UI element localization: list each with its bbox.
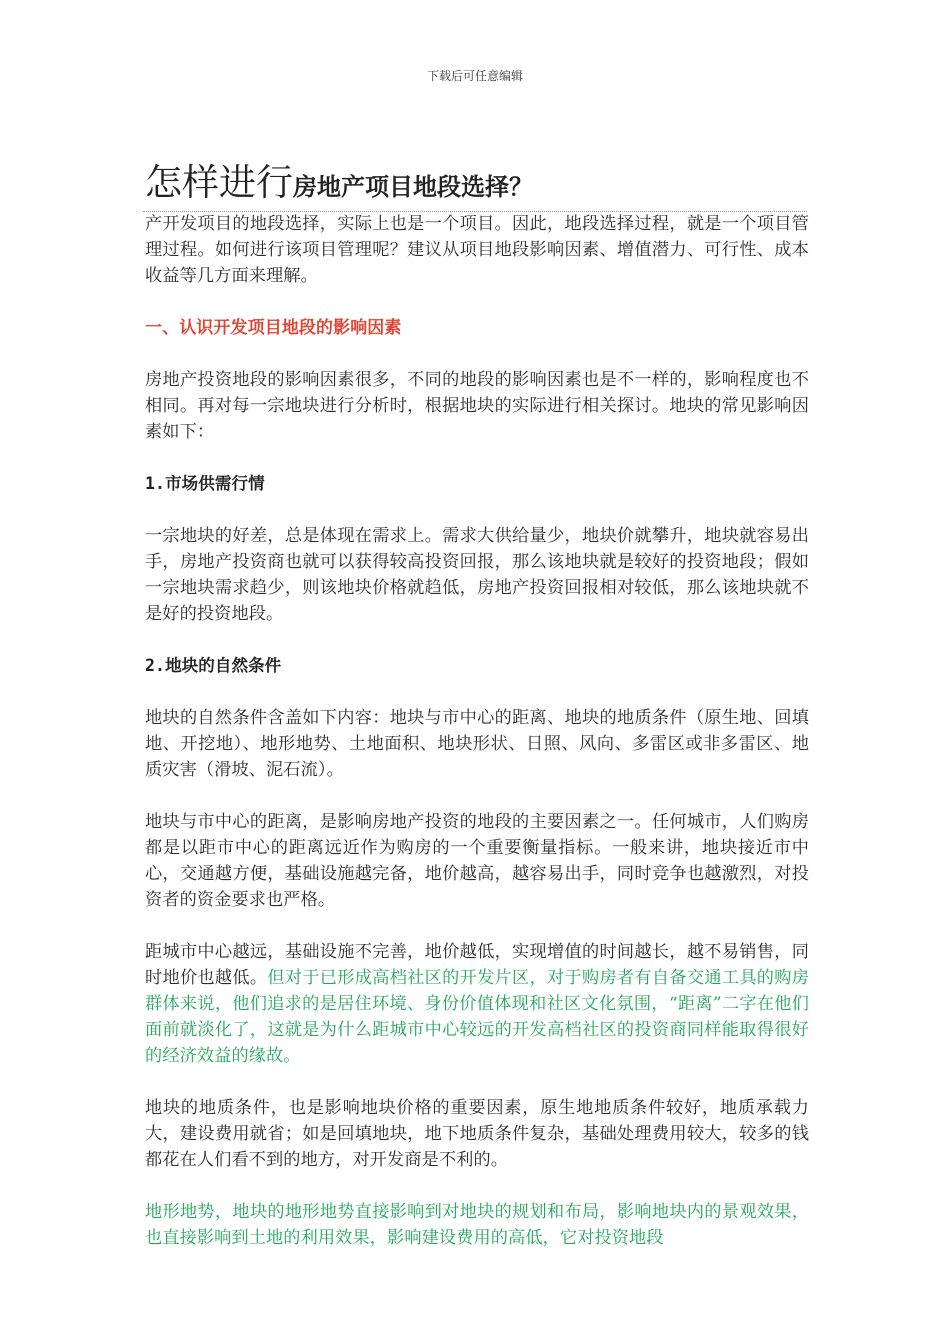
intro-paragraph: 产开发项目的地段选择，实际上也是一个项目。因此，地段选择过程，就是一个项目管理过程。如何进行该项目管理呢？建议从项目地段影响因素、增值潜力、可行性、成本收益等几方面来理解。 [145,214,809,286]
far-paragraph-highlight: 但对于已形成高档社区的开发片区，对于购房者有自备交通工具的购房群体来说，他们追求的是居住环境、身份价值体现和社区文化氛围，“距离”二字在他们面前就淡化了，这就是为什么距城市中心较远的开发高档社区的投资商同样能取得很好的经济效益的缘故。 [145,968,810,1066]
document-body [145,211,809,1277]
natural-paragraph: 地块的自然条件含盖如下内容：地块与市中心的距离、地块的地质条件（原生地、回填地、开挖地）、地形地势、土地面积、地块形状、日照、风向、多雷区或非多雷区、地质灾害（滑坡、泥石流）。 [145,708,809,780]
subheading-market: 1.市场供需行情 [145,474,265,493]
far-paragraph [145,939,809,1069]
document-title [145,152,825,206]
far-paragraph-plain: 距城市中心越远，基础设施不完善，地价越低，实现增值的时间越长，越不易销售，同时地价也越低。 [145,942,809,988]
factors-paragraph: 房地产投资地段的影响因素很多，不同的地段的影响因素也是不一样的，影响程度也不相同。再对每一宗地块进行分析时，根据地块的实际进行相关探讨。地块的常见影响因素如下： [145,370,809,442]
page-header-note: 下载后可任意编辑 [426,69,523,83]
section-heading-1: 一、认识开发项目地段的影响因素 [145,318,402,338]
market-paragraph: 一宗地块的好差，总是体现在需求上。需求大供给量少，地块价就攀升，地块就容易出手，房地产投资商也就可以获得较高投资回报，那么该地块就是较好的投资地段；假如一宗地块需求趋少，则该地块价格就趋低，房地产投资回报相对较低，那么该地块就不是好的投资地段。 [145,526,809,624]
terrain-paragraph: 地形地势，地块的地形地势直接影响到对地块的规划和布局，影响地块内的景观效果，也直接影响到土地的利用效果，影响建设费用的高低，它对投资地段 [145,1202,809,1248]
distance-paragraph: 地块与市中心的距离，是影响房地产投资的地段的主要因素之一。任何城市，人们购房都是以距市中心的距离远近作为购房的一个重要衡量指标。一般来讲，地块接近市中心，交通越方便，基础设施越完备，地价越高，越容易出手，同时竞争也越激烈，对投资者的资金要求也严格。 [145,812,809,910]
title-large-part: 怎样进行 [145,161,293,204]
geology-paragraph: 地块的地质条件，也是影响地块价格的重要因素，原生地地质条件较好，地质承载力大，建设费用就省；如是回填地块，地下地质条件复杂，基础处理费用较大，较多的钱都花在人们看不到的地方，对开发商是不利的。 [145,1098,809,1170]
title-small-part: 房地产项目地段选择？ [293,173,533,201]
subheading-natural: 2.地块的自然条件 [145,656,282,675]
